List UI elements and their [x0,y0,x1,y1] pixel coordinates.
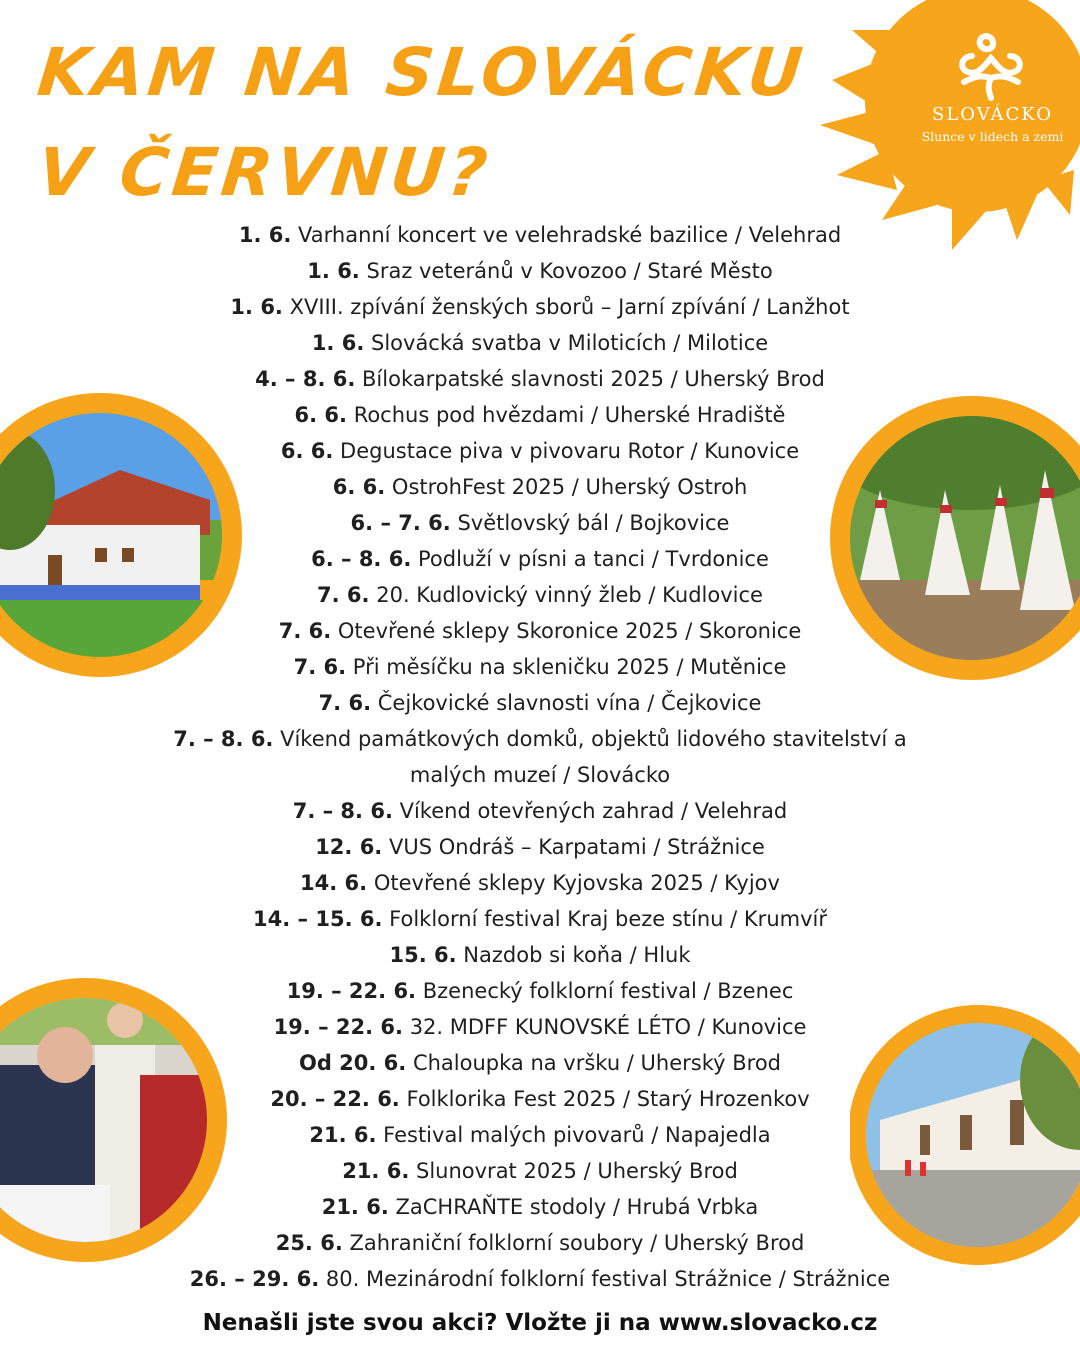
event-date: 20. – 22. 6. [270,1087,400,1111]
event-text: VUS Ondráš – Karpatami / Strážnice [388,835,765,859]
event-item [150,361,930,397]
event-text: Folklorní festival Kraj beze stínu / Krumvíř [389,907,827,931]
event-item [150,1225,930,1261]
event-item [150,829,930,865]
event-date: 19. – 22. 6. [286,979,417,1003]
event-item [150,505,930,541]
event-item [150,289,930,325]
event-date: 7. – 8. 6. [292,799,393,823]
event-item [150,685,930,721]
slovacko-logo [905,104,1080,144]
event-list [150,217,930,1297]
event-date: Od 20. 6. [298,1051,407,1075]
event-text: Podluží v písni a tanci / Tvrdonice [418,547,769,571]
event-text: Festival malých pivovarů / Napajedla [383,1123,771,1147]
event-date: 1. 6. [230,295,283,319]
event-text: Varhanní koncert ve velehradské bazilice / Velehrad [298,223,842,247]
event-text: Folklorika Fest 2025 / Starý Hrozenkov [406,1087,810,1111]
event-text: Degustace piva v pivovaru Rotor / Kunovice [340,439,800,463]
event-item [150,1261,930,1297]
event-date: 6. 6. [332,475,386,499]
event-text: Světlovský bál / Bojkovice [457,511,730,535]
event-item [150,649,930,685]
event-item [150,793,930,829]
event-date: 19. – 22. 6. [273,1015,403,1039]
event-item [150,325,930,361]
event-item [150,1081,930,1117]
event-item [150,397,930,433]
event-date: 21. 6. [342,1159,410,1183]
event-text: 80. Mezinárodní folklorní festival Strážnice / Strážnice [325,1267,891,1291]
event-date: 4. – 8. 6. [255,367,356,391]
event-text: XVIII. zpívání ženských sborů – Jarní zpívání / Lanžhot [289,295,850,319]
event-date: 12. 6. [315,835,383,859]
event-date: 1. 6. [311,331,365,355]
event-item [150,1009,930,1045]
poster-title-line-1: KAM NA SLOVÁCKU [34,34,810,111]
event-text: Bílokarpatské slavnosti 2025 / Uherský Brod [362,367,825,391]
event-text: ZaCHRAŇTE stodoly / Hrubá Vrbka [395,1195,759,1219]
event-text: Slovácká svatba v Miloticích / Milotice [371,331,769,355]
event-date: 6. 6. [280,439,334,463]
event-date: 6. 6. [294,403,347,427]
event-text: 20. Kudlovický vinný žleb / Kudlovice [376,583,763,607]
event-date: 25. 6. [275,1231,343,1255]
event-item [150,937,930,973]
event-date: 1. 6. [238,223,292,247]
event-date: 21. 6. [321,1195,389,1219]
event-text: Při měsíčku na skleničku 2025 / Mutěnice [352,655,787,679]
event-item [150,613,930,649]
event-date: 14. 6. [300,871,368,895]
slovacko-logo-icon [952,30,1030,102]
event-item [150,541,930,577]
event-item [150,433,930,469]
event-item [150,217,930,253]
event-item [150,1153,930,1189]
event-text: Víkend otevřených zahrad / Velehrad [399,799,788,823]
event-text: Nazdob si koňa / Hluk [463,943,691,967]
event-item [150,865,930,901]
event-date: 7. 6. [293,655,347,679]
event-item [150,1189,930,1225]
event-text: OstrohFest 2025 / Uherský Ostroh [391,475,748,499]
event-text: Slunovrat 2025 / Uherský Brod [416,1159,738,1183]
event-date: 6. – 8. 6. [311,547,412,571]
event-item [150,577,930,613]
event-text: Zahraniční folklorní soubory / Uherský Brod [349,1231,805,1255]
event-text: Sraz veteránů v Kovozoo / Staré Město [366,259,773,283]
event-item [150,901,930,937]
logo-name: SLOVÁCKO [932,104,1053,125]
event-item [150,1117,930,1153]
event-item [150,973,930,1009]
logo-tagline: Slunce v lidech a zemi [921,129,1064,144]
event-text: Otevřené sklepy Kyjovska 2025 / Kyjov [373,871,780,895]
event-date: 7. – 8. 6. [173,727,274,751]
event-date: 1. 6. [307,259,360,283]
event-date: 26. – 29. 6. [189,1267,320,1291]
event-item [150,253,930,289]
event-date: 21. 6. [309,1123,377,1147]
event-text: Čejkovické slavnosti vína / Čejkovice [377,691,762,715]
event-item [150,721,930,793]
event-text: Chaloupka na vršku / Uherský Brod [412,1051,782,1075]
event-date: 6. – 7. 6. [350,511,451,535]
event-item [150,1045,930,1081]
event-date: 7. 6. [317,583,370,607]
event-text: 32. MDFF KUNOVSKÉ LÉTO / Kunovice [409,1015,807,1039]
event-item [150,469,930,505]
event-date: 7. 6. [318,691,372,715]
event-date: 15. 6. [389,943,457,967]
event-text: Víkend památkových domků, objektů lidového stavitelství a malých muzeí / Slovácko [280,727,907,787]
event-text: Otevřené sklepy Skoronice 2025 / Skoronice [337,619,802,643]
event-text: Bzenecký folklorní festival / Bzenec [422,979,794,1003]
footer-cta: Nenašli jste svou akci? Vložte ji na www.slovacko.cz [202,1310,878,1336]
poster-title-line-2: V ČERVNU? [34,134,495,211]
event-date: 14. – 15. 6. [253,907,383,931]
event-text: Rochus pod hvězdami / Uherské Hradiště [353,403,786,427]
event-date: 7. 6. [278,619,332,643]
